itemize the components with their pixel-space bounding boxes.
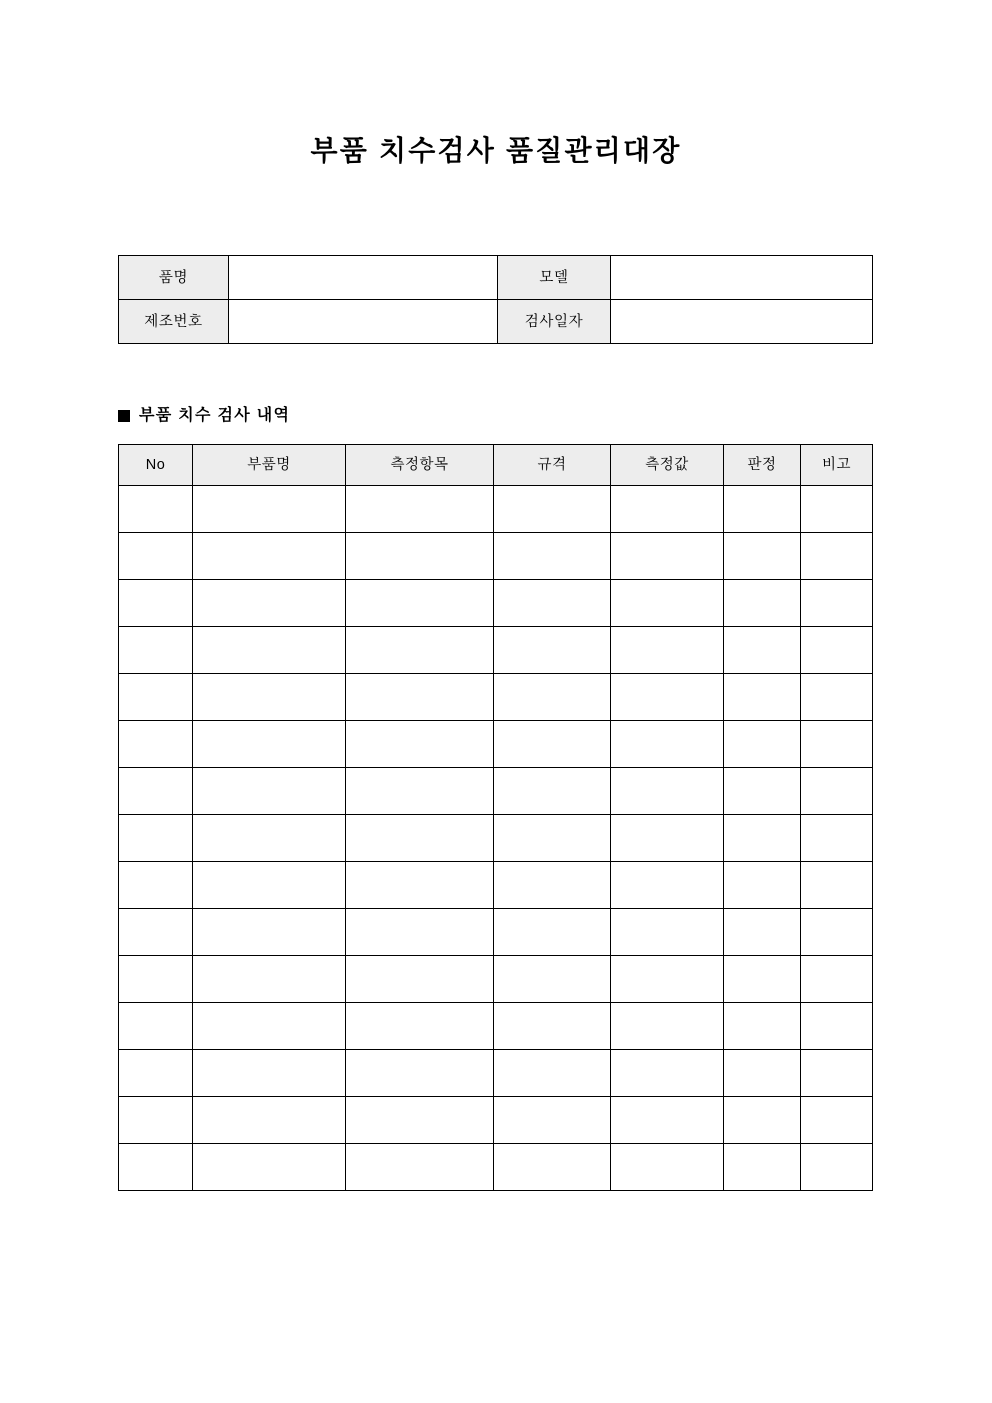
table-cell[interactable] — [494, 909, 611, 956]
table-cell[interactable] — [724, 1003, 801, 1050]
table-row — [119, 768, 873, 815]
table-cell[interactable] — [119, 815, 193, 862]
table-cell[interactable] — [494, 956, 611, 1003]
table-cell[interactable] — [611, 768, 724, 815]
table-cell[interactable] — [193, 1003, 346, 1050]
table-cell[interactable] — [724, 1050, 801, 1097]
table-cell[interactable] — [494, 815, 611, 862]
table-cell[interactable] — [119, 909, 193, 956]
table-cell[interactable] — [119, 721, 193, 768]
table-cell[interactable] — [724, 721, 801, 768]
table-cell[interactable] — [346, 1050, 494, 1097]
table-cell[interactable] — [346, 580, 494, 627]
table-cell[interactable] — [494, 1097, 611, 1144]
table-cell[interactable] — [494, 1144, 611, 1191]
table-cell[interactable] — [119, 768, 193, 815]
section-heading-label: 부품 치수 검사 내역 — [139, 407, 291, 424]
table-cell[interactable] — [119, 1144, 193, 1191]
table-row — [119, 1050, 873, 1097]
table-cell[interactable] — [801, 1097, 873, 1144]
table-cell[interactable] — [801, 815, 873, 862]
table-cell[interactable] — [724, 674, 801, 721]
table-row — [119, 815, 873, 862]
header-info-body — [119, 256, 873, 344]
table-cell[interactable] — [193, 768, 346, 815]
column-header-part-name: 부품명 — [193, 445, 346, 486]
info-label-product-name: 품명 — [119, 256, 229, 300]
table-cell[interactable] — [119, 956, 193, 1003]
table-cell[interactable] — [494, 533, 611, 580]
table-cell[interactable] — [119, 486, 193, 533]
table-cell[interactable] — [494, 1003, 611, 1050]
table-row — [119, 909, 873, 956]
table-cell[interactable] — [494, 862, 611, 909]
table-cell[interactable] — [724, 768, 801, 815]
table-cell[interactable] — [724, 486, 801, 533]
table-cell[interactable] — [724, 580, 801, 627]
table-cell[interactable] — [346, 815, 494, 862]
table-cell[interactable] — [611, 1050, 724, 1097]
column-header-remarks: 비고 — [801, 445, 873, 486]
table-cell[interactable] — [611, 627, 724, 674]
table-cell[interactable] — [801, 1144, 873, 1191]
table-cell[interactable] — [119, 1050, 193, 1097]
column-header-no: No — [119, 445, 193, 486]
table-cell[interactable] — [724, 956, 801, 1003]
table-cell[interactable] — [611, 486, 724, 533]
table-cell[interactable] — [193, 1097, 346, 1144]
table-row — [119, 486, 873, 533]
table-cell[interactable] — [346, 674, 494, 721]
column-header-measured-value: 측정값 — [611, 445, 724, 486]
table-cell[interactable] — [193, 909, 346, 956]
table-row — [119, 956, 873, 1003]
table-cell[interactable] — [494, 674, 611, 721]
column-header-judgement: 판정 — [724, 445, 801, 486]
table-cell[interactable] — [801, 674, 873, 721]
table-cell[interactable] — [193, 1144, 346, 1191]
table-cell[interactable] — [611, 909, 724, 956]
table-cell[interactable] — [119, 580, 193, 627]
table-cell[interactable] — [346, 533, 494, 580]
table-cell[interactable] — [611, 956, 724, 1003]
table-row — [119, 1144, 873, 1191]
table-cell[interactable] — [801, 580, 873, 627]
table-cell[interactable] — [494, 627, 611, 674]
table-cell[interactable] — [494, 721, 611, 768]
table-cell[interactable] — [119, 862, 193, 909]
table-row — [119, 862, 873, 909]
table-cell[interactable] — [193, 721, 346, 768]
table-cell[interactable] — [611, 721, 724, 768]
table-cell[interactable] — [494, 768, 611, 815]
table-cell[interactable] — [611, 1097, 724, 1144]
table-cell[interactable] — [724, 815, 801, 862]
table-cell[interactable] — [724, 909, 801, 956]
table-cell[interactable] — [193, 815, 346, 862]
table-cell[interactable] — [346, 627, 494, 674]
table-cell[interactable] — [346, 721, 494, 768]
column-header-measurement-item: 측정항목 — [346, 445, 494, 486]
info-value-model[interactable] — [611, 256, 873, 300]
table-cell[interactable] — [724, 1097, 801, 1144]
table-cell[interactable] — [346, 956, 494, 1003]
table-cell[interactable] — [611, 862, 724, 909]
table-row — [119, 1097, 873, 1144]
table-cell[interactable] — [801, 1050, 873, 1097]
table-cell[interactable] — [119, 674, 193, 721]
table-cell[interactable] — [346, 909, 494, 956]
table-row — [119, 533, 873, 580]
table-cell[interactable] — [801, 721, 873, 768]
table-cell[interactable] — [724, 533, 801, 580]
table-cell[interactable] — [119, 1097, 193, 1144]
info-value-inspection-date[interactable] — [611, 300, 873, 344]
table-cell[interactable] — [119, 533, 193, 580]
info-row-1 — [119, 256, 873, 300]
table-row — [119, 580, 873, 627]
table-cell[interactable] — [494, 486, 611, 533]
table-cell[interactable] — [611, 815, 724, 862]
table-cell[interactable] — [724, 862, 801, 909]
table-row — [119, 721, 873, 768]
table-cell[interactable] — [346, 1144, 494, 1191]
table-cell[interactable] — [611, 1144, 724, 1191]
info-value-manufacture-number[interactable] — [229, 300, 498, 344]
filled-square-bullet-icon — [118, 410, 130, 422]
table-cell[interactable] — [193, 580, 346, 627]
inspection-details-table — [118, 444, 873, 1191]
table-cell[interactable] — [724, 1144, 801, 1191]
table-cell[interactable] — [346, 486, 494, 533]
table-cell[interactable] — [193, 956, 346, 1003]
inspection-table-header — [119, 445, 873, 486]
table-cell[interactable] — [119, 1003, 193, 1050]
table-cell[interactable] — [801, 909, 873, 956]
table-cell[interactable] — [193, 533, 346, 580]
table-header-row — [119, 445, 873, 486]
page-title: 부품 치수검사 품질관리대장 — [310, 135, 682, 166]
table-cell[interactable] — [193, 486, 346, 533]
table-row — [119, 674, 873, 721]
table-cell[interactable] — [193, 1050, 346, 1097]
table-cell[interactable] — [801, 627, 873, 674]
header-info-table — [118, 255, 873, 344]
info-label-manufacture-number: 제조번호 — [119, 300, 229, 344]
table-cell[interactable] — [346, 1003, 494, 1050]
table-cell[interactable] — [193, 674, 346, 721]
table-cell[interactable] — [801, 1003, 873, 1050]
table-cell[interactable] — [193, 627, 346, 674]
table-cell[interactable] — [346, 768, 494, 815]
info-label-inspection-date: 검사일자 — [498, 300, 611, 344]
table-cell[interactable] — [724, 627, 801, 674]
table-row — [119, 627, 873, 674]
table-cell[interactable] — [494, 580, 611, 627]
table-cell[interactable] — [193, 862, 346, 909]
table-cell[interactable] — [494, 1050, 611, 1097]
table-cell[interactable] — [346, 862, 494, 909]
inspection-table-body — [119, 486, 873, 1191]
column-header-specification: 규격 — [494, 445, 611, 486]
table-cell[interactable] — [801, 862, 873, 909]
table-cell[interactable] — [801, 956, 873, 1003]
table-cell[interactable] — [611, 580, 724, 627]
table-cell[interactable] — [801, 486, 873, 533]
table-cell[interactable] — [801, 533, 873, 580]
info-label-model: 모델 — [498, 256, 611, 300]
table-row — [119, 1003, 873, 1050]
info-row-2 — [119, 300, 873, 344]
table-cell[interactable] — [611, 533, 724, 580]
table-cell[interactable] — [611, 1003, 724, 1050]
table-cell[interactable] — [119, 627, 193, 674]
table-cell[interactable] — [801, 768, 873, 815]
table-cell[interactable] — [346, 1097, 494, 1144]
info-value-product-name[interactable] — [229, 256, 498, 300]
table-cell[interactable] — [611, 674, 724, 721]
section-heading — [118, 404, 290, 428]
